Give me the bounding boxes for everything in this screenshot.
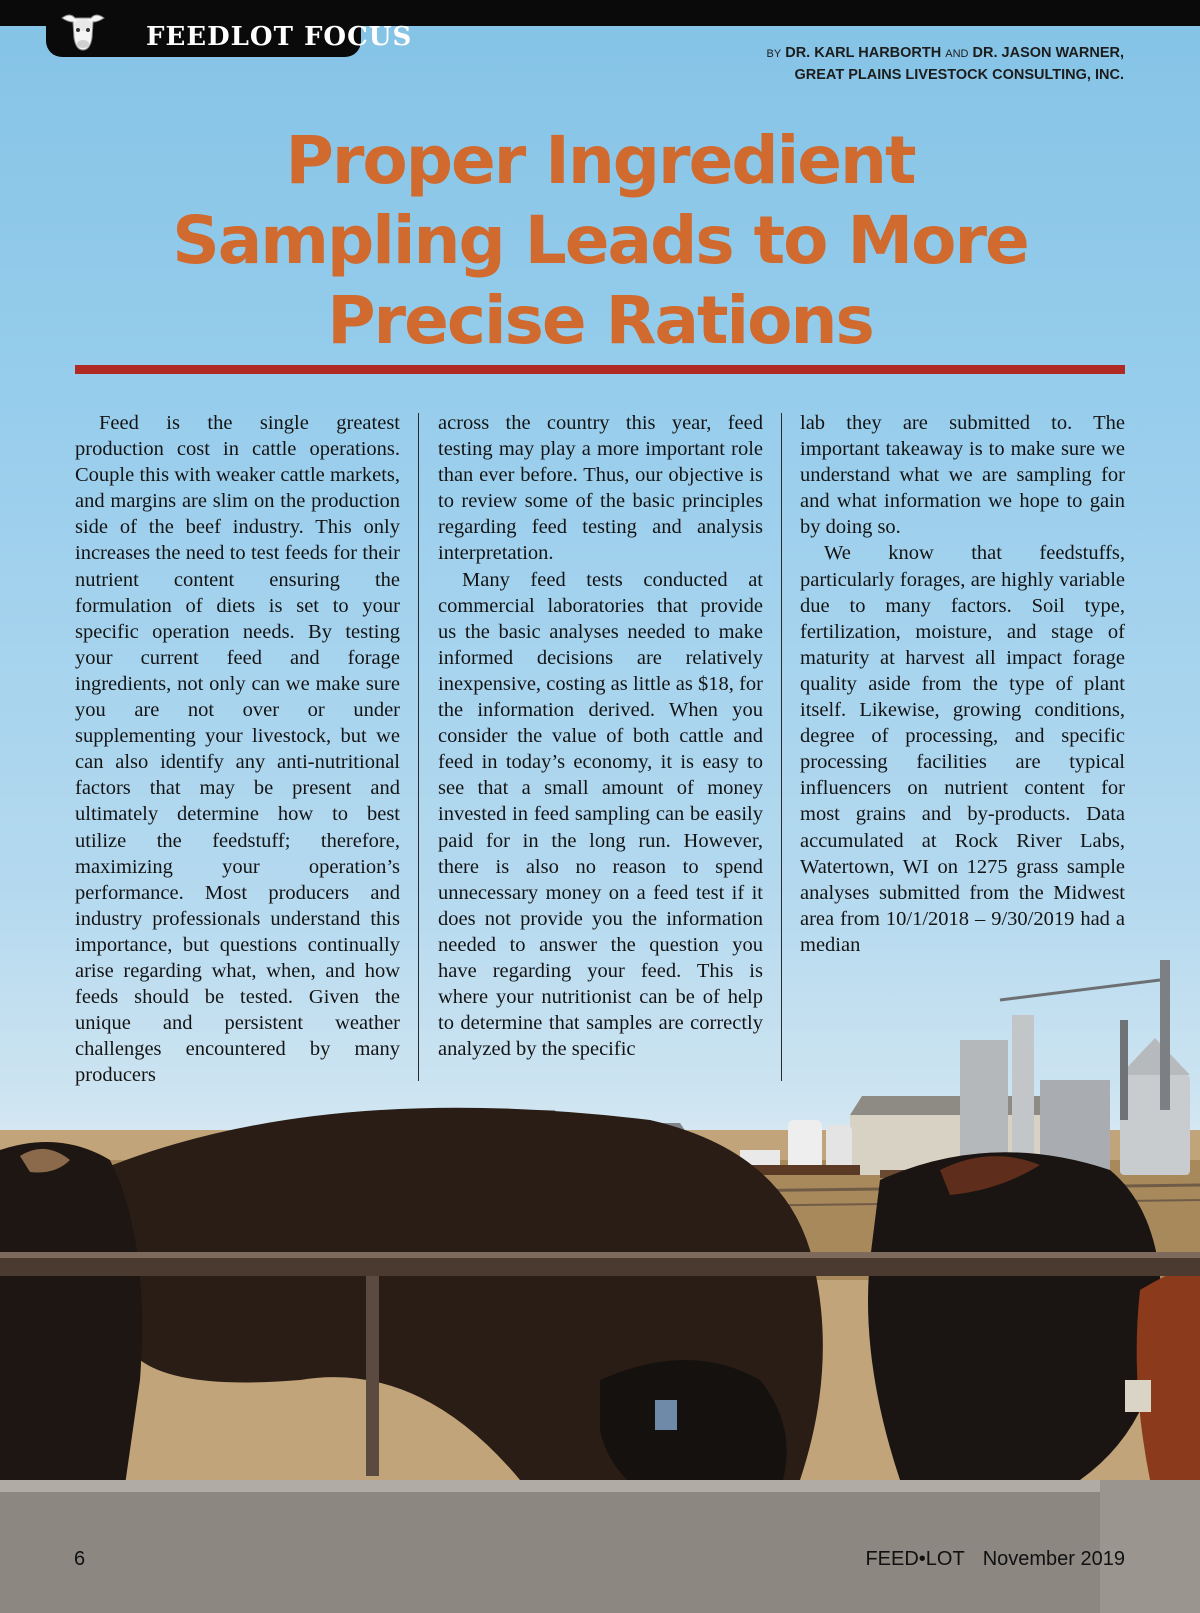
column-divider — [418, 413, 419, 1081]
title-line: Precise Rations — [327, 282, 873, 359]
paragraph: We know that feedstuffs, particularly forages, are highly variable due to many factors. Soil type, fertilization, moisture, and stage of maturity at harvest all impact forage quality aside from the type of plant itself. Likewise, growing conditions, degree of processing, and specific processing facilities are typical influencers on nutrient content for most grains and by-products. Data accumulated at Rock River Labs, Watertown, WI on 1275 grass sample analyses submitted from the Midwest area from 10/1/2018 – 9/30/2019 had a median — [800, 542, 1125, 956]
paragraph: Feed is the single greatest production cost in cattle operations. Couple this with weaker cattle markets, and margins are slim on the production side of the beef industry. This only increases the need to test feeds for their nutrient content ensuring the formulation of diets is set to your specific operation needs. By testing your current feed and forage ingredients, not only can we make sure you are not over or under supplementing your livestock, but we can also identify any anti-nutritional factors that may be present and ultimately determine how to best utilize the feedstuff; therefore, maximizing your operation’s performance. Most producers and industry professionals understand this importance, but questions continually arise regarding what, when, and how feeds should be tested. Given the unique and persistent weather challenges encountered by many producers — [75, 412, 400, 1087]
page-number: 6 — [74, 1548, 86, 1570]
paragraph: lab they are submitted to. The important takeaway is to make sure we understand what we are sampling for and what information we hope to gain by doing so. — [800, 412, 1125, 539]
steer-head-icon — [60, 8, 106, 52]
publication-folio — [865, 1548, 1125, 1571]
publication-name: FEED•LOT — [865, 1548, 965, 1570]
column-3 — [800, 410, 1125, 958]
column-1 — [75, 410, 400, 1088]
author-two: DR. JASON WARNER, — [972, 45, 1124, 61]
column-2 — [438, 410, 763, 1062]
issue-date: November 2019 — [982, 1548, 1125, 1570]
and-word: AND — [945, 48, 969, 60]
byline — [767, 43, 1125, 86]
paragraph: across the country this year, feed testing may play a more important role than ever before. Thus, our objective is to review some of the basic principles regarding feed testing and analysis interpretation. — [438, 412, 763, 565]
organization: GREAT PLAINS LIVESTOCK CONSULTING, INC. — [794, 67, 1124, 83]
article-title — [0, 121, 1200, 361]
author-one: DR. KARL HARBORTH — [785, 45, 942, 61]
title-rule — [75, 365, 1125, 374]
column-divider — [781, 413, 782, 1081]
title-line: Proper Ingredient — [285, 122, 915, 199]
title-line: Sampling Leads to More — [172, 202, 1028, 279]
section-label: FEEDLOT FOCUS — [146, 22, 413, 52]
paragraph: Many feed tests conducted at commercial laboratories that provide us the basic analyses needed to make informed decisions are relatively inexpensive, costing as little as $18, for the information derived. When you consider the value of both cattle and feed in today’s economy, it is easy to see that a small amount of money invested in feed sampling can be easily paid for in the long run. However, there is also no reason to spend unnecessary money on a feed test if it does not provide you the information needed to answer the question you have regarding your feed. This is where your nutritionist can be of help to determine that samples are correctly analyzed by the specific — [438, 568, 763, 1061]
by-word: BY — [766, 48, 782, 60]
